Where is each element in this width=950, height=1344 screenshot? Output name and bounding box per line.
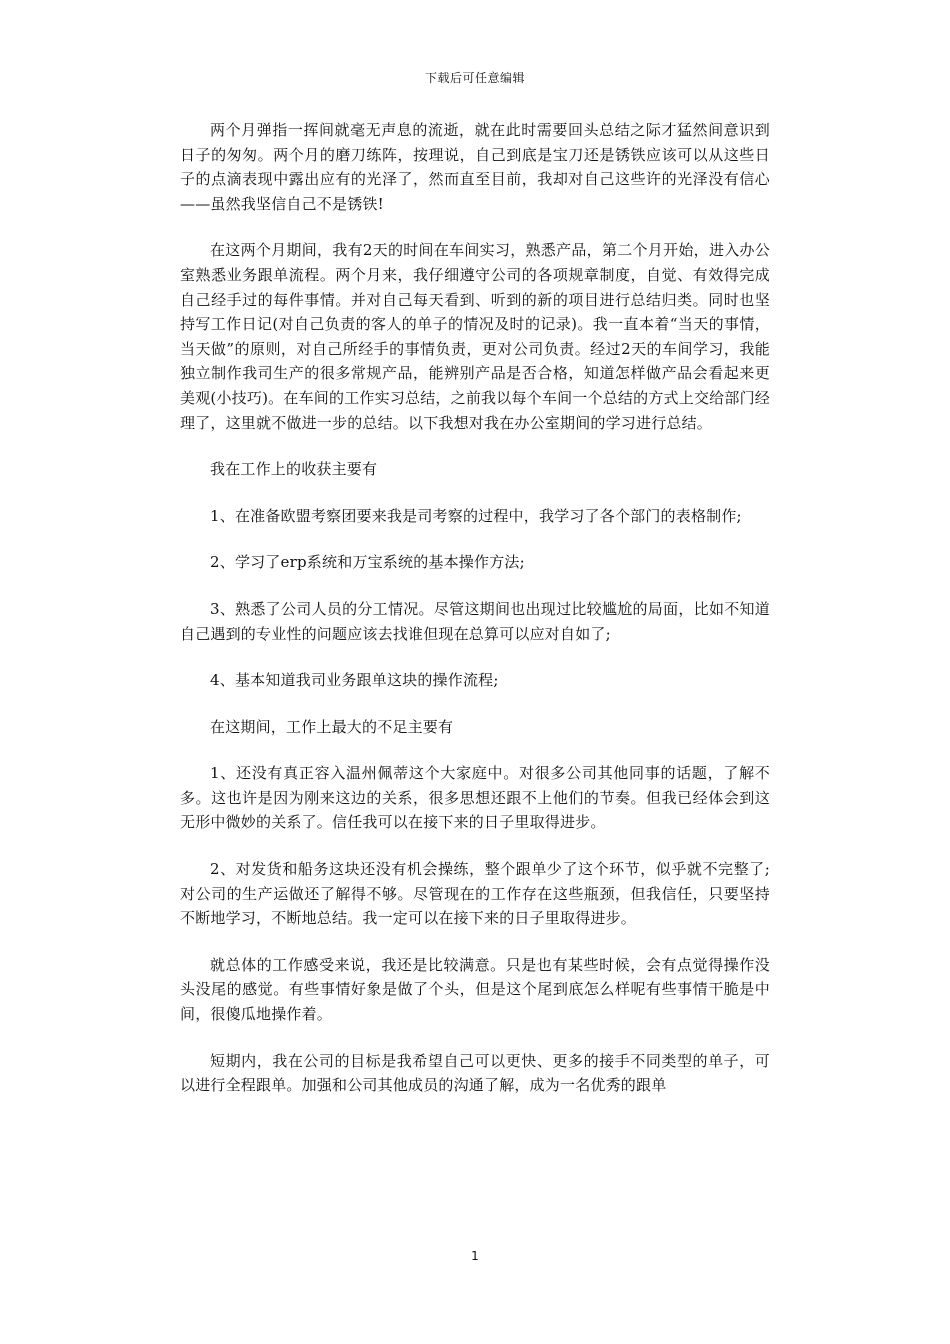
paragraph-gain-1: 1、在准备欧盟考察团要来我是司考察的过程中，我学习了各个部门的表格制作; (210, 506, 742, 525)
paragraph-gain-2: 2、学习了erp系统和万宝系统的基本操作方法; (210, 553, 525, 572)
paragraph-shortcoming-1: 1、还没有真正容入温州佩蒂这个大家庭中。对很多公司其他同事的话题，了解不多。这也许是因为刚来这边的关系，很多思想还跟不上他们的节奏。但我已经体会到这无形中微妙的关系了。信任我可以在接下来的日子里取得进步。 (180, 764, 770, 832)
paragraph-internship: 在这两个月期间，我有2天的时间在车间实习，熟悉产品，第二个月开始，进入办公室熟悉业务跟单流程。两个月来，我仔细遵守公司的各项规章制度，自觉、有效得完成自己经手过的每件事情。并对自己每天看到、听到的新的项目进行总结归类。同时也坚持写工作日记(对自己负责的客人的单子的情况及时的记录)。我一直本着“当天的事情，当天做”的原则，对自己所经手的事情负责，更对公司负责。经过2天的车间学习，我能独立制作我司生产的很多常规产品，能辨别产品是否合格，知道怎样做产品会看起来更美观(小技巧)。在车间的工作实习总结，之前我以每个车间一个总结的方式上交给部门经理了，这里就不做进一步的总结。以下我想对我在办公室期间的学习进行总结。 (180, 241, 770, 432)
paragraph-overall-feeling: 就总体的工作感受来说，我还是比较满意。只是也有某些时候，会有点觉得操作没头没尾的感觉。有些事情好象是做了个头，但是这个尾到底怎么样呢有些事情干脆是中间，很傻瓜地操作着。 (180, 955, 770, 1024)
paragraph-shortcomings-heading: 在这期间，工作上最大的不足主要有 (210, 717, 454, 736)
paragraph-shortcoming-2: 2、对发货和船务这块还没有机会操练，整个跟单少了这个环节，似乎就不完整了;对公司的生产运做还了解得不够。尽管现在的工作存在这些瓶颈，但我信任，只要坚持不断地学习，不断地总结。我一定可以在接下来的日子里取得进步。 (180, 860, 770, 928)
paragraph-short-term-goals: 短期内，我在公司的目标是我希望自己可以更快、更多的接手不同类型的单子，可以进行全程跟单。加强和公司其他成员的沟通了解，成为一名优秀的跟单 (180, 1051, 770, 1095)
paragraph-gains-heading: 我在工作上的收获主要有 (210, 460, 378, 479)
paragraph-gain-3: 3、熟悉了公司人员的分工情况。尽管这期间也出现过比较尴尬的局面，比如不知道自己遇到的专业性的问题应该去找谁但现在总算可以应对自如了; (180, 599, 770, 643)
page-number: 1 (471, 1249, 479, 1263)
page-header: 下载后可任意编辑 (424, 71, 525, 85)
document-body (180, 118, 770, 1098)
paragraph-gain-4: 4、基本知道我司业务跟单这块的操作流程; (210, 671, 499, 690)
paragraph-intro: 两个月弹指一挥间就毫无声息的流逝，就在此时需要回头总结之际才猛然间意识到日子的匆匆。两个月的磨刀练阵，按理说，自己到底是宝刀还是锈铁应该可以从这些日子的点滴表现中露出应有的光泽了，然而直至目前，我却对自己这些许的光泽没有信心——虽然我坚信自己不是锈铁! (180, 121, 770, 213)
